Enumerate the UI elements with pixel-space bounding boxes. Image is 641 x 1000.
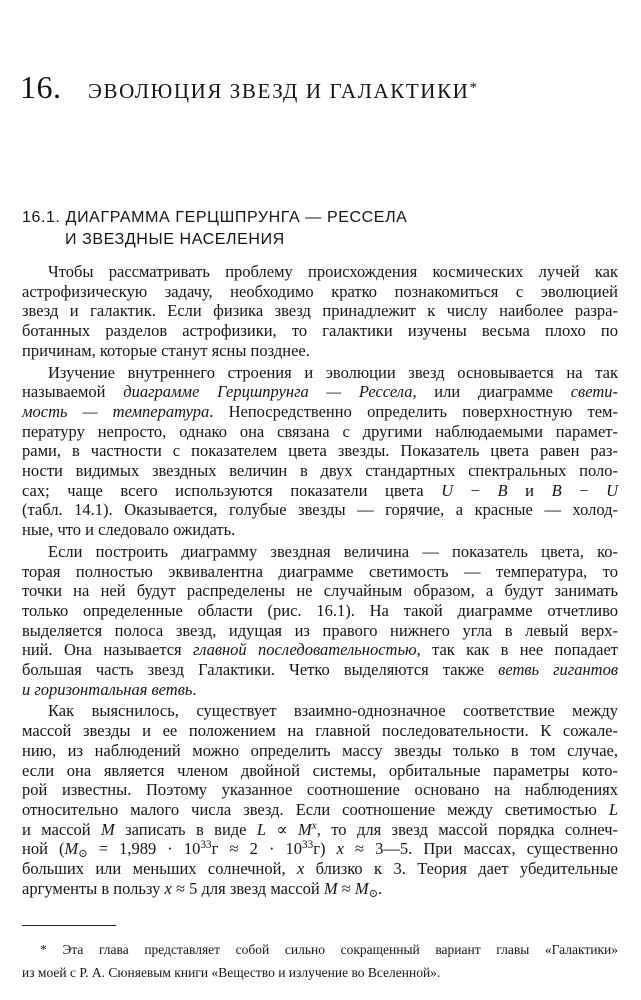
text-run: и: [507, 480, 552, 500]
italic-term: M: [101, 819, 115, 839]
subscript: ⊙: [78, 848, 88, 861]
text-line: [22, 601, 618, 621]
italic-term: диаграмме Герцшпрунга — Рессела: [123, 382, 413, 402]
paragraph: [22, 701, 618, 898]
section-heading-line-1: 16.1. ДИАГРАММА ГЕРЦШПРУНГА — РЕССЕЛА: [22, 209, 408, 226]
text-line: [22, 741, 618, 761]
text-run: только определенные области (рис. 16.1). На такой диаграмме отчетливо: [22, 600, 618, 620]
text-line: [22, 879, 618, 899]
italic-term: U: [606, 480, 618, 500]
text-run: г): [313, 839, 337, 859]
text-run: звезд и галактик. Если физика звезд принадлежит к числу наиболее разра-: [22, 301, 618, 321]
text-run: выделяется полоса звезд, идущая из правого нижнего угла в левый верх-: [22, 620, 618, 640]
text-line: [22, 761, 618, 781]
text-run: относительно малого числа звезд. Если соотношение между светимостью: [22, 799, 609, 819]
text-run: рами, в частности с показателем цвета звезды. Показатель цвета равен раз-: [22, 441, 618, 461]
text-line: [22, 721, 618, 741]
italic-term: L: [256, 819, 267, 839]
text-line: [22, 520, 618, 540]
italic-term: ветвь гигантов: [498, 660, 618, 680]
superscript: 33: [200, 839, 212, 852]
footnote: [22, 938, 618, 984]
text-run: массой звезды и ее положением на главной последовательности. К сожале-: [22, 721, 618, 741]
italic-term: M: [298, 819, 312, 839]
text-run: ний. Она называется: [22, 640, 193, 660]
text-run: , так как в нее попадает: [416, 640, 618, 660]
footnote-divider: [22, 925, 116, 926]
chapter-number: 16.: [20, 69, 62, 105]
text-run: аргументы в пользу: [22, 878, 165, 898]
superscript: x: [311, 819, 317, 832]
text-run: .: [378, 878, 383, 898]
italic-term: x: [164, 878, 172, 898]
section-heading: [22, 207, 407, 251]
text-run: большая часть звезд Галактики. Четко выделяются также: [22, 660, 499, 680]
text-line: [22, 282, 618, 302]
footnote-line: * Эта глава представляет собой сильно сокращенный вариант главы «Галактики»: [40, 942, 618, 957]
section-heading-line-2: И ЗВЕЗДНЫЕ НАСЕЛЕНИЯ: [65, 231, 285, 248]
subscript: ⊙: [368, 887, 379, 900]
text-run: −: [453, 480, 498, 500]
text-run: нию, из наблюдений можно определить массу звезды только в том случае,: [22, 740, 618, 760]
text-run: ности видимых звездных величин в двух стандартных спектральных поло-: [22, 461, 618, 481]
italic-term: B: [497, 480, 508, 500]
text-line: [22, 800, 618, 820]
text-run: рой известны. Поэтому указанное соотношение основано на наблюдениях: [22, 780, 618, 800]
text-line: [22, 660, 618, 680]
text-line: [22, 701, 618, 721]
text-line: [22, 640, 618, 660]
text-run: причинам, которые станут ясны позднее.: [22, 340, 310, 360]
italic-term: M: [64, 839, 79, 859]
text-run: .: [192, 679, 197, 699]
text-line: [22, 859, 618, 879]
paragraph: [22, 262, 618, 361]
text-line: [22, 341, 618, 361]
text-run: ∝: [266, 819, 299, 839]
text-line: [22, 621, 618, 641]
text-run: ≈ 5 для звезд массой: [171, 878, 324, 898]
italic-term: свети-: [570, 382, 618, 402]
text-run: г ≈ 2 · 10: [211, 839, 303, 859]
text-run: ≈: [337, 878, 355, 898]
text-run: . Непосредственно определить поверхностную тем-: [209, 401, 618, 421]
text-run: Если построить диаграмму звездная величина — показатель цвета, ко-: [48, 541, 618, 561]
italic-term: L: [608, 799, 618, 819]
chapter-title: [88, 75, 477, 104]
text-run: ные, что и следовало ожидать.: [22, 520, 236, 540]
text-run: −: [561, 480, 607, 500]
italic-term: B: [551, 480, 562, 500]
text-line: [22, 481, 618, 501]
text-line: [22, 382, 618, 402]
text-line: [22, 581, 618, 601]
text-line: [22, 542, 618, 562]
paragraph: [22, 363, 618, 540]
text-line: [22, 461, 618, 481]
text-line: [22, 562, 618, 582]
text-run: ботанных разделов астрофизики, то галактики изучены весьма плохо по: [22, 321, 618, 341]
italic-term: главной последовательностью: [192, 640, 417, 660]
footnote-line: из моей с Р. А. Сюняевым книги «Вещество и излучение во Вселенной».: [22, 965, 441, 980]
text-run: больших или меньших солнечной,: [22, 859, 297, 879]
text-run: точки на ней будут распределены не случайным образом, а будут занимать: [22, 581, 618, 601]
text-line: [22, 780, 618, 800]
text-run: записать в виде: [114, 819, 257, 839]
text-run: , то для звезд массой порядка солнеч-: [316, 819, 618, 839]
italic-term: x: [296, 859, 305, 879]
text-run: = 1,989 · 10: [87, 839, 201, 859]
text-line: [22, 441, 618, 461]
text-run: называемой: [22, 382, 124, 402]
text-line: [22, 680, 618, 700]
text-run: пературу непросто, однако она связана с другими наблюдаемыми парамет-: [22, 421, 618, 441]
superscript: 33: [302, 839, 314, 852]
italic-term: M: [323, 878, 338, 898]
text-line: [22, 363, 618, 383]
italic-term: U: [441, 480, 454, 500]
text-line: [22, 321, 618, 341]
text-run: Как выяснилось, существует взаимно-однозначное соответствие между: [48, 701, 618, 721]
italic-term: x: [336, 839, 344, 859]
text-run: ≈ 3—5. При массах, существенно: [343, 839, 619, 859]
text-line: [22, 500, 618, 520]
chapter-title-text: ЭВОЛЮЦИЯ ЗВЕЗД И ГАЛАКТИКИ: [88, 79, 470, 103]
footnote-marker: *: [469, 80, 477, 96]
paragraph: [22, 542, 618, 700]
text-run: близко к 3. Теория дает убедительные: [304, 859, 618, 879]
text-run: (табл. 14.1). Оказывается, голубые звезды — горячие, а красные — холод-: [22, 500, 618, 520]
text-line: [22, 301, 618, 321]
body-text: [22, 262, 618, 901]
text-run: ной (: [22, 839, 65, 859]
italic-term: и горизонтальная ветвь: [22, 679, 193, 699]
text-run: сах; чаще всего используются показатели цвета: [22, 480, 442, 500]
text-run: , или диаграмме: [412, 382, 571, 402]
text-run: Чтобы рассматривать проблему происхождения космических лучей как: [48, 262, 618, 281]
italic-term: M: [354, 878, 369, 898]
text-run: торая полностью эквивалентна диаграмме светимость — температура, то: [22, 561, 618, 581]
text-line: [22, 839, 618, 859]
text-line: [22, 402, 618, 422]
text-line: [22, 262, 618, 282]
text-run: и массой: [22, 819, 101, 839]
text-line: [22, 820, 618, 840]
text-run: Изучение внутреннего строения и эволюции звезд основывается на так: [48, 362, 618, 382]
text-run: астрофизическую задачу, необходимо кратко познакомиться с эволюцией: [22, 281, 618, 301]
italic-term: мость — температура: [22, 401, 210, 421]
text-line: [22, 422, 618, 442]
text-run: если она является членом двойной системы, орбитальные параметры кото-: [22, 760, 618, 780]
